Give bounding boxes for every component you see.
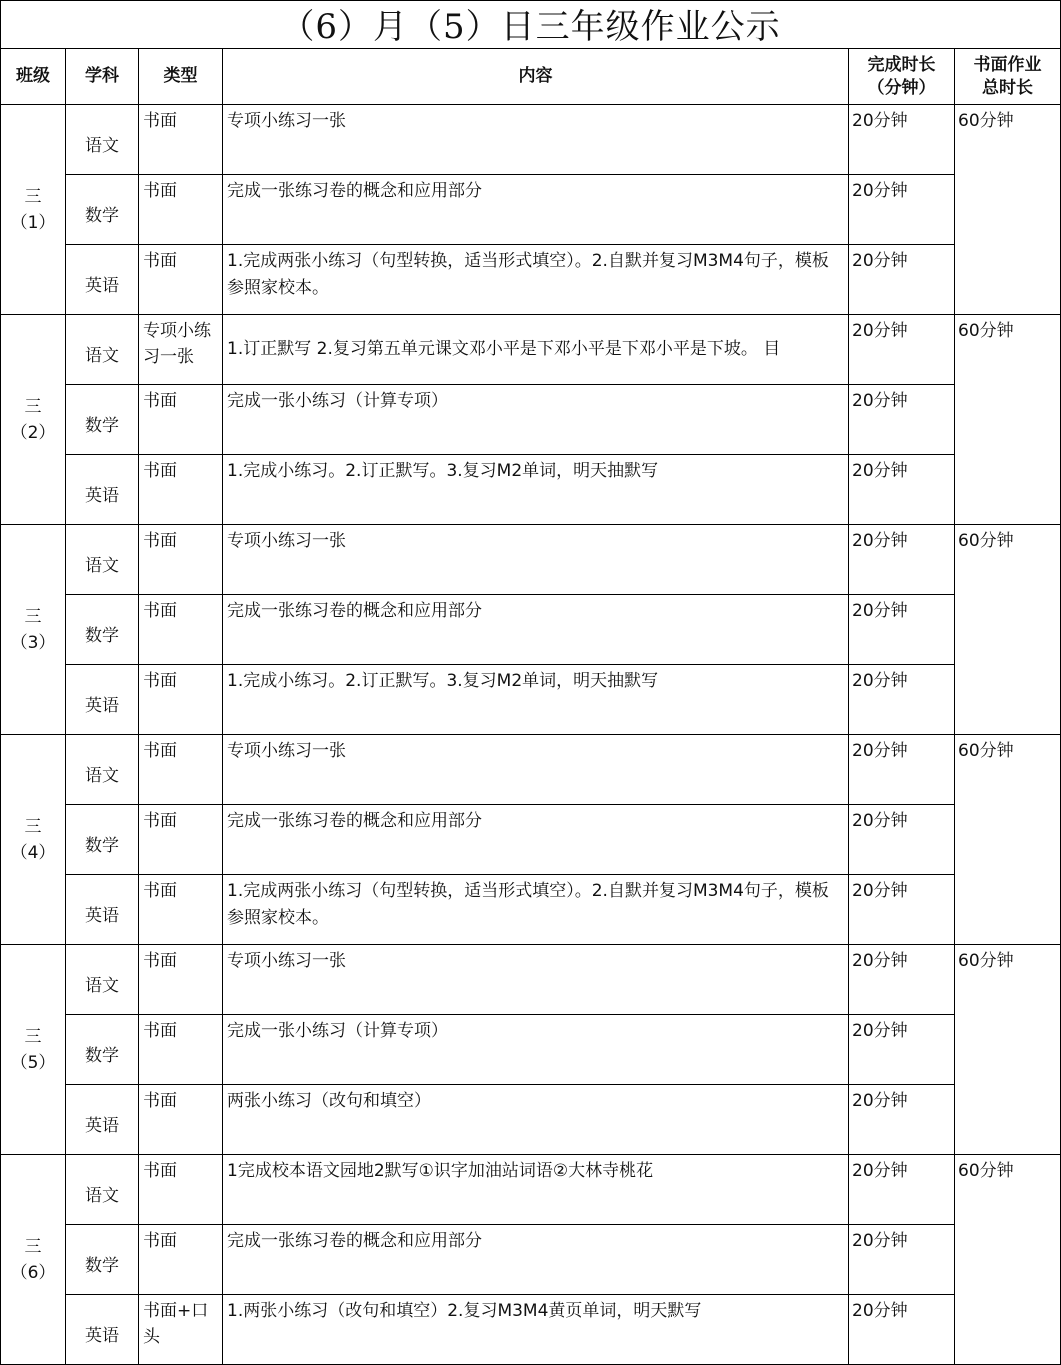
type-text: 书面	[143, 671, 177, 691]
class-name-line2: （5）	[10, 1052, 56, 1073]
type-text: 书面	[143, 111, 177, 131]
duration-cell: 20分钟	[849, 315, 955, 385]
duration-cell: 20分钟	[849, 245, 955, 315]
duration-cell: 20分钟	[849, 175, 955, 245]
type-text: 书面	[143, 531, 177, 551]
subject-cell: 数学	[66, 1015, 139, 1085]
table-row	[1, 1015, 1061, 1085]
type-text: 书面	[143, 601, 177, 621]
table-row	[1, 595, 1061, 665]
duration-cell: 20分钟	[849, 1155, 955, 1225]
table-row	[1, 1155, 1061, 1225]
table-row	[1, 875, 1061, 945]
subject-cell: 英语	[66, 455, 139, 525]
subject-cell: 语文	[66, 315, 139, 385]
type-cell	[139, 665, 223, 735]
content-cell: 专项小练习一张	[223, 945, 849, 1015]
type-cell	[139, 245, 223, 315]
table-row	[1, 245, 1061, 315]
subject-cell: 语文	[66, 1155, 139, 1225]
duration-cell: 20分钟	[849, 385, 955, 455]
content-cell: 专项小练习一张	[223, 735, 849, 805]
subject-cell: 语文	[66, 945, 139, 1015]
type-text: 书面	[143, 1021, 177, 1041]
table-row	[1, 385, 1061, 455]
class-name-line1: 三	[24, 816, 42, 837]
table-row	[1, 945, 1061, 1015]
type-cell	[139, 175, 223, 245]
header-row	[1, 49, 1061, 105]
type-cell	[139, 1155, 223, 1225]
header-content: 内容	[223, 49, 849, 105]
header-subject: 学科	[66, 49, 139, 105]
header-type: 类型	[139, 49, 223, 105]
class-cell	[1, 525, 66, 735]
type-cell	[139, 595, 223, 665]
type-cell	[139, 805, 223, 875]
header-total-line2: 总时长	[982, 77, 1033, 98]
subject-cell: 英语	[66, 245, 139, 315]
content-cell: 完成一张练习卷的概念和应用部分	[223, 1225, 849, 1295]
total-duration-cell: 60分钟	[955, 315, 1061, 525]
duration-cell: 20分钟	[849, 665, 955, 735]
content-cell: 1.完成小练习。2.订正默写。3.复习M2单词，明天抽默写	[223, 665, 849, 735]
content-cell: 完成一张练习卷的概念和应用部分	[223, 805, 849, 875]
type-cell	[139, 315, 223, 385]
type-text: 书面	[143, 1161, 177, 1181]
content-cell: 两张小练习（改句和填空）	[223, 1085, 849, 1155]
type-cell	[139, 385, 223, 455]
page-title: （6）月（5）日三年级作业公示	[0, 0, 1061, 48]
class-name-line1: 三	[24, 396, 42, 417]
type-cell	[139, 1295, 223, 1365]
duration-cell: 20分钟	[849, 735, 955, 805]
type-cell	[139, 875, 223, 945]
class-name-line1: 三	[24, 1026, 42, 1047]
table-row	[1, 1085, 1061, 1155]
content-cell: 1.完成两张小练习（句型转换，适当形式填空）。2.自默并复习M3M4句子，模板参照家校本。	[223, 245, 849, 315]
content-cell: 完成一张练习卷的概念和应用部分	[223, 175, 849, 245]
subject-cell: 英语	[66, 1295, 139, 1365]
subject-cell: 语文	[66, 105, 139, 175]
content-cell: 1完成校本语文园地2默写①识字加油站词语②大林寺桃花	[223, 1155, 849, 1225]
homework-table	[0, 48, 1061, 1365]
type-cell	[139, 525, 223, 595]
class-cell	[1, 1155, 66, 1365]
duration-cell: 20分钟	[849, 1015, 955, 1085]
type-text: 书面	[143, 251, 177, 271]
type-cell	[139, 1225, 223, 1295]
type-text: 书面	[143, 881, 177, 901]
class-cell	[1, 105, 66, 315]
type-text: 书面	[143, 951, 177, 971]
header-duration-line2: （分钟）	[867, 77, 936, 98]
class-cell	[1, 945, 66, 1155]
type-text: 书面	[143, 461, 177, 481]
class-name-line1: 三	[24, 606, 42, 627]
duration-cell: 20分钟	[849, 1295, 955, 1365]
header-total	[955, 49, 1061, 105]
table-row	[1, 455, 1061, 525]
class-name-line2: （4）	[10, 842, 56, 863]
type-text: 书面	[143, 1231, 177, 1251]
type-cell	[139, 1085, 223, 1155]
duration-cell: 20分钟	[849, 1225, 955, 1295]
type-text: 书面	[143, 1091, 177, 1111]
duration-cell: 20分钟	[849, 105, 955, 175]
total-duration-cell: 60分钟	[955, 735, 1061, 945]
subject-cell: 数学	[66, 385, 139, 455]
type-cell	[139, 735, 223, 805]
type-cell	[139, 455, 223, 525]
total-duration-cell: 60分钟	[955, 105, 1061, 315]
class-cell	[1, 735, 66, 945]
duration-cell: 20分钟	[849, 595, 955, 665]
duration-cell: 20分钟	[849, 805, 955, 875]
class-name-line2: （6）	[10, 1262, 56, 1283]
type-text: 专项小练习一张	[143, 321, 211, 367]
type-cell	[139, 1015, 223, 1085]
content-cell: 1.完成小练习。2.订正默写。3.复习M2单词，明天抽默写	[223, 455, 849, 525]
type-text: 书面	[143, 391, 177, 411]
content-cell: 完成一张小练习（计算专项）	[223, 385, 849, 455]
content-cell: 完成一张练习卷的概念和应用部分	[223, 595, 849, 665]
content-cell: 专项小练习一张	[223, 525, 849, 595]
table-row	[1, 175, 1061, 245]
class-name-line2: （1）	[10, 212, 56, 233]
content-cell: 专项小练习一张	[223, 105, 849, 175]
type-text: 书面+口头	[143, 1301, 209, 1347]
class-name-line1: 三	[24, 1236, 42, 1257]
header-duration-line1: 完成时长	[867, 54, 936, 75]
type-text: 书面	[143, 181, 177, 201]
table-row	[1, 315, 1061, 385]
subject-cell: 语文	[66, 735, 139, 805]
header-total-line1: 书面作业	[973, 54, 1042, 75]
duration-cell: 20分钟	[849, 455, 955, 525]
subject-cell: 数学	[66, 805, 139, 875]
subject-cell: 数学	[66, 175, 139, 245]
class-name-line2: （2）	[10, 422, 56, 443]
duration-cell: 20分钟	[849, 945, 955, 1015]
type-cell	[139, 105, 223, 175]
content-cell: 1.订正默写 2.复习第五单元课文邓小平是下邓小平是下邓小平是下坡。 目	[223, 315, 849, 385]
table-row	[1, 665, 1061, 735]
total-duration-cell: 60分钟	[955, 1155, 1061, 1365]
subject-cell: 英语	[66, 875, 139, 945]
table-row	[1, 735, 1061, 805]
subject-cell: 英语	[66, 665, 139, 735]
content-cell: 完成一张小练习（计算专项）	[223, 1015, 849, 1085]
table-row	[1, 525, 1061, 595]
table-row	[1, 805, 1061, 875]
subject-cell: 数学	[66, 595, 139, 665]
header-duration	[849, 49, 955, 105]
subject-cell: 英语	[66, 1085, 139, 1155]
content-cell: 1.两张小练习（改句和填空）2.复习M3M4黄页单词，明天默写	[223, 1295, 849, 1365]
table-row	[1, 1225, 1061, 1295]
duration-cell: 20分钟	[849, 875, 955, 945]
subject-cell: 数学	[66, 1225, 139, 1295]
duration-cell: 20分钟	[849, 525, 955, 595]
table-row	[1, 105, 1061, 175]
type-text: 书面	[143, 811, 177, 831]
header-class: 班级	[1, 49, 66, 105]
class-name-line1: 三	[24, 186, 42, 207]
duration-cell: 20分钟	[849, 1085, 955, 1155]
type-cell	[139, 945, 223, 1015]
content-cell: 1.完成两张小练习（句型转换，适当形式填空）。2.自默并复习M3M4句子，模板参照家校本。	[223, 875, 849, 945]
class-name-line2: （3）	[10, 632, 56, 653]
class-cell	[1, 315, 66, 525]
total-duration-cell: 60分钟	[955, 945, 1061, 1155]
type-text: 书面	[143, 741, 177, 761]
subject-cell: 语文	[66, 525, 139, 595]
total-duration-cell: 60分钟	[955, 525, 1061, 735]
table-row	[1, 1295, 1061, 1365]
